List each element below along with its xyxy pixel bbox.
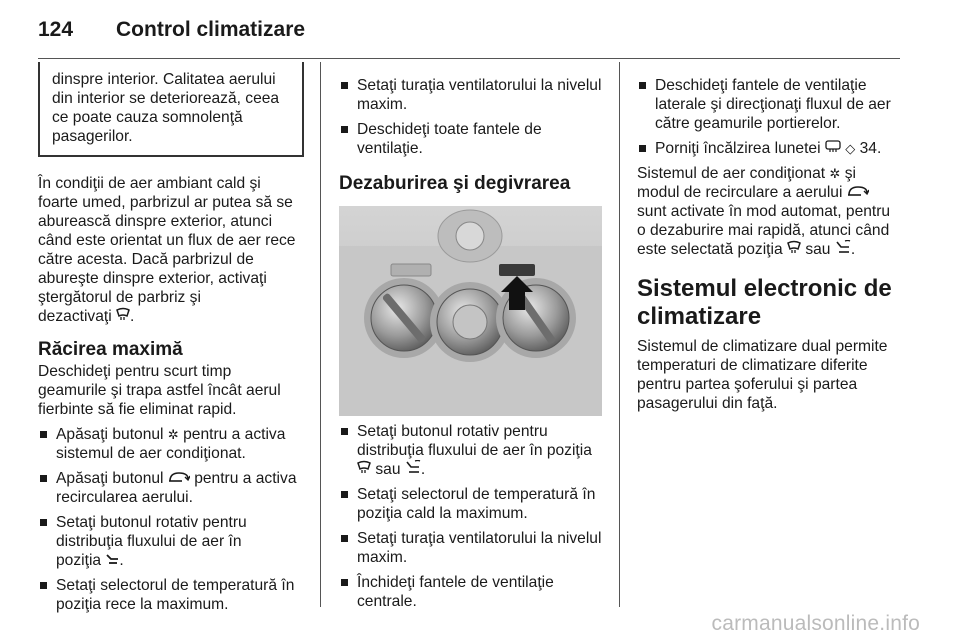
- list-item: [339, 573, 602, 611]
- snowflake-icon: ✲: [167, 427, 179, 442]
- text-line: către acesta. Dacă parbrizul de: [38, 251, 254, 268]
- list-item: Setaţi butonul rotativ pentru distribuţia fluxului de aer în poziţia sau .: [339, 422, 602, 479]
- text-span: Setaţi butonul rotativ pentru: [56, 514, 247, 531]
- text-span: Apăsaţi butonul: [56, 470, 164, 487]
- windscreen-defrost-icon: [787, 240, 801, 259]
- text-span: Setaţi butonul rotativ pentru: [357, 423, 548, 440]
- text-line: Deschideţi pentru scurt timp: [38, 363, 232, 380]
- text-span: poziţia: [56, 552, 102, 569]
- text-line: Sistemul de climatizare dual permite: [637, 338, 888, 355]
- text-span: laterale şi direcţionaţi fluxul de aer: [655, 96, 891, 113]
- note-line: din interior se deteriorează, ceea: [52, 90, 280, 107]
- page-reference-icon: ◇: [845, 141, 856, 156]
- windscreen-defrost-icon: [357, 460, 371, 479]
- section-heading: Răcirea maximă: [38, 339, 183, 360]
- text-span: şi: [844, 165, 856, 182]
- text-line: În condiţii de aer ambiant cald şi: [38, 175, 261, 192]
- watermark: carmanualsonline.info: [711, 612, 920, 635]
- heading-line: Sistemul electronic de: [637, 275, 892, 302]
- paragraph-open-windows: [38, 362, 304, 419]
- bullet-list: [637, 76, 900, 158]
- page-number: 124: [38, 18, 74, 41]
- note-line: ce poate cauza somnolenţă: [52, 109, 243, 126]
- section-heading: Dezaburirea şi degivrarea: [339, 173, 571, 194]
- header-rule: [38, 58, 900, 59]
- column-3: [637, 76, 900, 413]
- air-recirculation-icon: [168, 469, 190, 488]
- text-span: către geamurile portierelor.: [655, 115, 841, 132]
- text-span: pentru a activa: [183, 426, 286, 443]
- page-header: [38, 18, 305, 42]
- column-divider: [619, 62, 620, 607]
- floor-windscreen-icon: [835, 240, 851, 259]
- column-1: [38, 62, 304, 614]
- text-line: temperaturi de climatizare diferite: [637, 357, 868, 374]
- text-line: sunt activate în mod automat, pentru: [637, 203, 891, 220]
- text-span: Setaţi turaţia ventilatorului la nivelul: [357, 77, 602, 94]
- bullet-list: [339, 76, 602, 158]
- text-span: Deschideţi toate fantele de: [357, 121, 542, 138]
- text-span: Sistemul de aer condiţionat: [637, 165, 826, 182]
- text-line: [637, 164, 900, 183]
- text-span: Apăsaţi butonul: [56, 426, 164, 443]
- paragraph-auto-ac: [637, 164, 900, 259]
- text-span: Închideţi fantele de ventilaţie: [357, 574, 554, 591]
- text-span: 34.: [859, 140, 882, 157]
- text-span: Deschideţi fantele de ventilaţie: [655, 77, 867, 94]
- note-box: [38, 62, 304, 157]
- text-span: poziţia cald la maximum.: [357, 505, 528, 522]
- list-item: [637, 139, 900, 158]
- list-item: [339, 529, 602, 567]
- text-span: Porniţi încălzirea lunetei: [655, 140, 821, 157]
- climate-control-panel-photo: [339, 206, 602, 416]
- text-line: [637, 183, 900, 202]
- list-item: [339, 485, 602, 523]
- list-item: [339, 120, 602, 158]
- bullet-list: [38, 425, 304, 614]
- text-line: este selectată poziţia sau .: [637, 241, 856, 258]
- text-line: foarte umed, parbrizul ar putea să se: [38, 194, 293, 211]
- list-item: [38, 469, 304, 507]
- text-span: dezactivaţi: [38, 308, 112, 325]
- text-line: dezactivaţi .: [38, 308, 135, 325]
- text-line: fierbinte să fie eliminat rapid.: [38, 401, 237, 418]
- windscreen-defrost-icon: [116, 307, 130, 326]
- footwell-air-icon: [105, 551, 119, 570]
- section-heading-large: [637, 275, 900, 331]
- list-item: [339, 76, 602, 114]
- text-span: poziţia rece la maximum.: [56, 596, 229, 613]
- text-span: modul de recirculare a aerului: [637, 184, 843, 201]
- text-span: recircularea aerului.: [56, 489, 193, 506]
- text-line: când este orientat un flux de aer rece: [38, 232, 296, 249]
- paragraph-humid: [38, 174, 304, 326]
- column-divider: [320, 62, 321, 607]
- text-span: Setaţi turaţia ventilatorului la nivelul: [357, 530, 602, 547]
- rear-window-heating-icon: [825, 139, 841, 158]
- air-recirculation-icon: [847, 183, 869, 202]
- note-line: dinspre interior. Calitatea aerului: [52, 71, 276, 88]
- heading-line: climatizare: [637, 303, 762, 330]
- text-span: Setaţi selectorul de temperatură în: [357, 486, 596, 503]
- list-item: Setaţi butonul rotativ pentru distribuţia fluxului de aer în poziţia .: [38, 513, 304, 570]
- text-line: o dezaburire mai rapidă, atunci când: [637, 222, 890, 239]
- list-item: [38, 425, 304, 463]
- text-line: pasagerului din faţă.: [637, 395, 778, 412]
- note-line: pasagerilor.: [52, 128, 133, 145]
- page-title: Control climatizare: [116, 18, 306, 41]
- text-line: ştergătorul de parbriz şi: [38, 289, 201, 306]
- text-span: Setaţi selectorul de temperatură în: [56, 577, 295, 594]
- text-span: sau: [375, 461, 401, 478]
- text-span: maxim.: [357, 96, 408, 113]
- column-2: [339, 76, 602, 611]
- text-span: distribuţia fluxului de aer în: [56, 533, 242, 550]
- text-span: este selectată poziţia: [637, 241, 783, 258]
- text-line: abureşte dinspre exterior, activaţi: [38, 270, 267, 287]
- paragraph-dual-climate: [637, 337, 900, 413]
- text-line: aburească dinspre exterior, atunci: [38, 213, 273, 230]
- text-span: sistemul de aer condiţionat.: [56, 445, 246, 462]
- snowflake-icon: ✲: [829, 166, 841, 181]
- text-span: distribuţia fluxului de aer în poziţia: [357, 442, 592, 459]
- text-span: pentru a activa: [194, 470, 297, 487]
- list-item: [38, 576, 304, 614]
- list-item: [637, 76, 900, 133]
- text-span: maxim.: [357, 549, 408, 566]
- text-span: sau: [805, 241, 831, 258]
- floor-windscreen-icon: [405, 460, 421, 479]
- text-line: geamurile şi trapa astfel încât aerul: [38, 382, 281, 399]
- bullet-list: [339, 422, 602, 611]
- text-line: pentru partea şoferului şi partea: [637, 376, 858, 393]
- text-span: centrale.: [357, 593, 417, 610]
- text-span: ventilaţie.: [357, 140, 423, 157]
